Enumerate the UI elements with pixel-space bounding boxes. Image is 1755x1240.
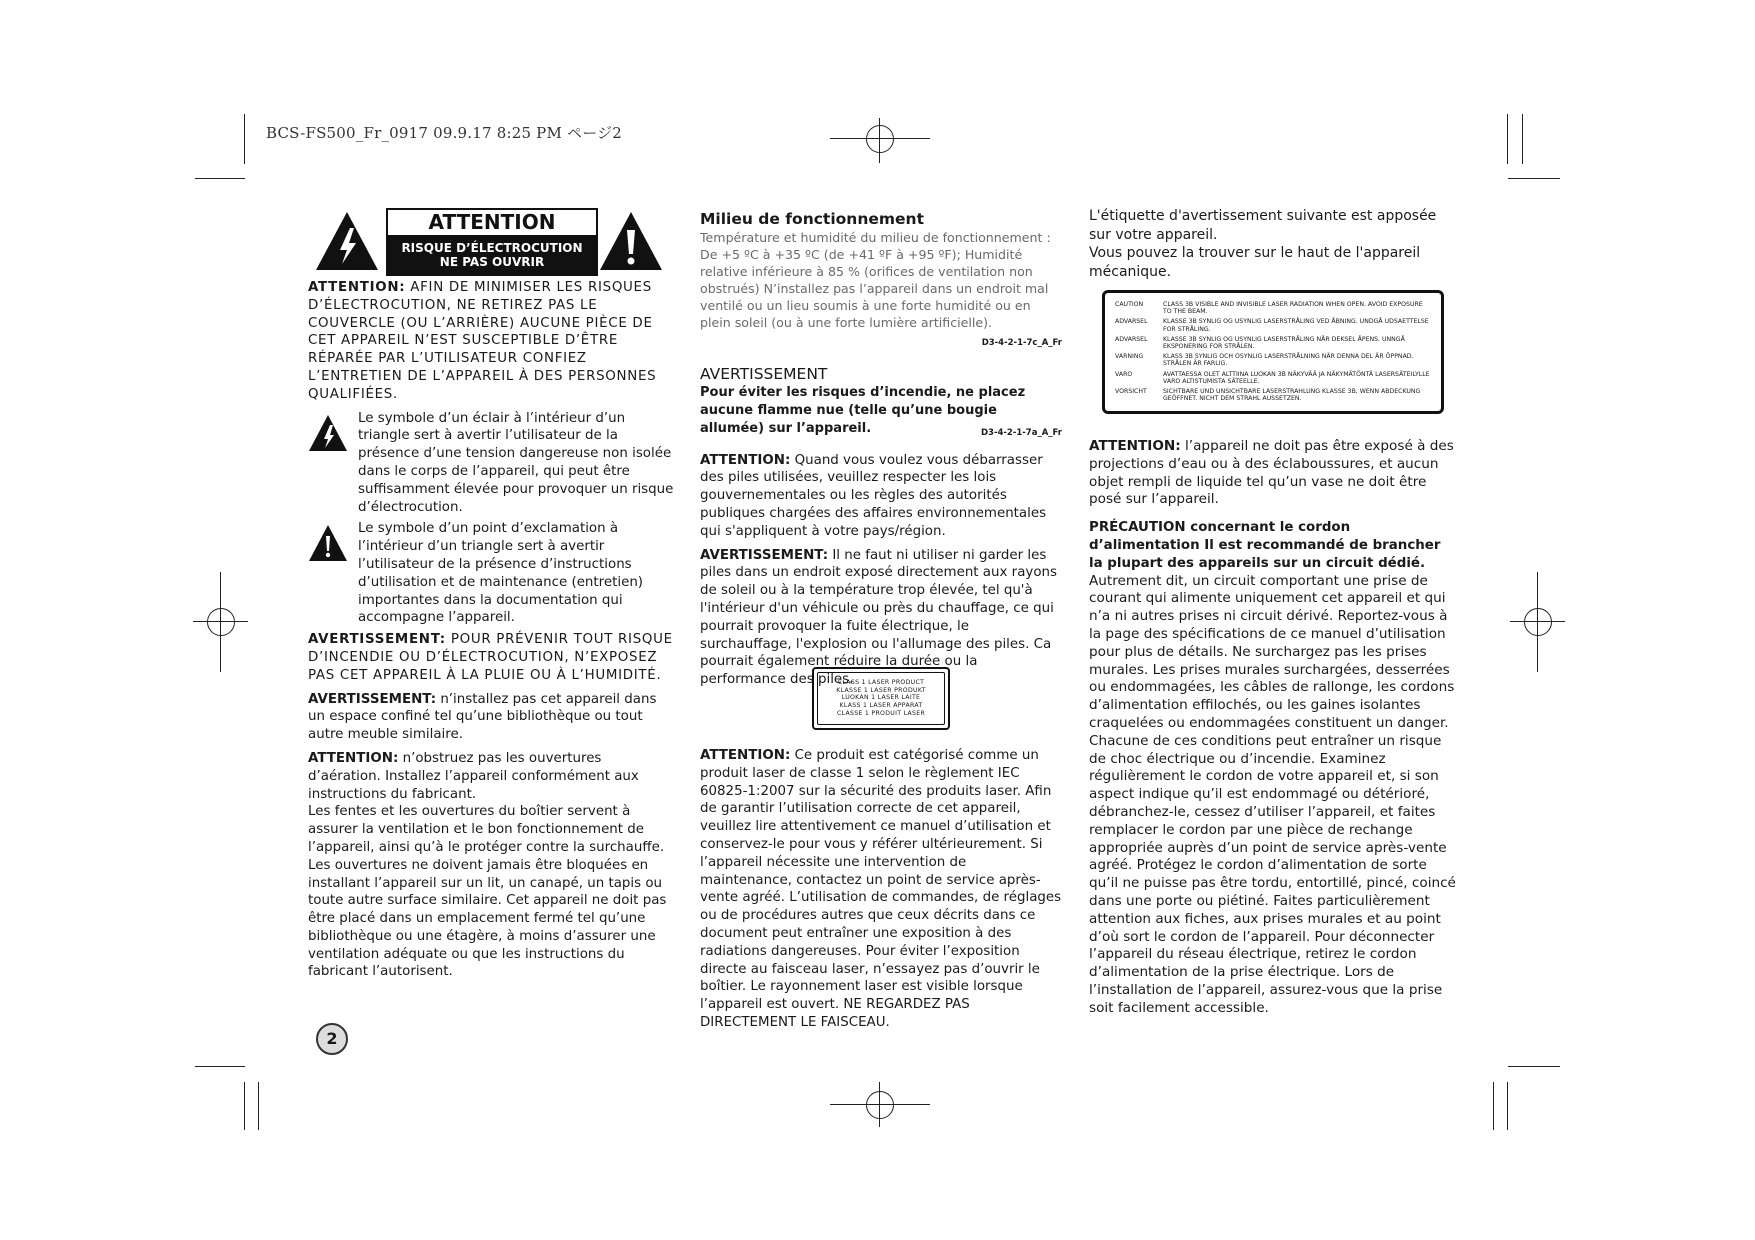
column-3-top: L'étiquette d'avertissement suivante est apposée sur votre appareil. Vous pouvez la trouver sur le haut de l'appareil mécanique. <box>1089 208 1437 280</box>
laser-label-text: CLASS 1 LASER PRODUCT KLASSE 1 LASER PRODUKT LUOKAN 1 LASER LAITE KLASS 1 LASER APPARAT CLASSE 1 PRODUIT LASER <box>836 679 926 717</box>
water-attention-paragraph: ATTENTION: l’appareil ne doit pas être exposé à des projections d’eau ou à des éclaboussures, et aucun objet rempli de liquide tel qu’un vase ne doit être posé sur l’appareil. <box>1089 438 1454 508</box>
exclamation-symbol-icon <box>308 524 348 562</box>
attention-paragraph: ATTENTION: AFIN DE MINIMISER LES RISQUES D’ÉLECTROCUTION, NE RETIREZ PAS LE COUVERCLE (OU L’ARRIÈRE) AUCUNE PIÈCE DE CET APPAREIL N’EST SUSCEPTIBLE D’ÊTRE RÉPARÉE PAR L’UTILISATEUR CONFIEZ L’ENTRETIEN DE L’APPAREIL À DES PERSONNES QUALIFIÉES. <box>308 280 657 402</box>
class3b-warning-label: CAUTION CLASS 3B VISIBLE AND INVISIBLE LASER RADIATION WHEN OPEN. AVOID EXPOSURE TO THE BEAM. ADVARSEL KLASSE 3B SYNLIG OG USYNLIG LASERSTRÅLING VED ÅBNING. UNDGÅ UDSAETTELSE FOR STRÅLING. ADVARSEL KLASSE 3B SYNLIG OG USYNLIG LASERSTRÅLING NÅR DEKSEL ÅPENS. UNNGÅ EKSPONERING FOR STRÅLEN. VARNING KLASS 3B SYNLIG OCH OSYNLIG LASERSTRÅLNING NÄR DENNA DEL ÄR ÖPPNAD. STRÅLEN ÄR FARLIG. VARO AVATTAESSA OLET ALTTIINA LUOKAN 3B NÄKYVÄÄ JA NÄKYMÄTÖNTÄ LASERSÄTEILYLLE VARO ALTISTUMISTA SÄTEELLE. VORSICHT SICHTBARE UND UNSICHTBARE LASERSTRAHLUNG KLASSE 3B, WENN ABDECKUNG GEÖFFNET. NICHT DEM STRAHL AUSSETZEN. <box>1102 290 1444 414</box>
openings-paragraph: Les fentes et les ouvertures du boîtier servent à assurer la ventilation et le bon fonctionnement de l’appareil, ainsi qu’à le protéger contre la surchauffe. Les ouvertures ne doivent jamais être bloquées en installant l’appareil sur un lit, un canapé, un tapis ou toute autre surface similaire. Cet appareil ne doit pas être placé dans un emplacement fermé tel qu’une bibliothèque ou une étagère, à moins d’assurer une ventilation adéquate ou que les instructions du fabricant l’autorisent. <box>308 804 667 980</box>
avertissement-text: Pour éviter les risques d’incendie, ne placez aucune flamme nue (telle qu’une bougie allumée) sur l’appareil. D3-4-2-1-7a_A_Fr <box>700 384 1062 438</box>
environment-text: Température et humidité du milieu de fonctionnement : De +5 ºC à +35 ºC (de +41 ºF à +95 ºF); Humidité relative inférieure à 85 % (orifices de ventilation non obstrués) N’installez pas l’appareil dans un endroit mal ventilé ou un lieu soumis à une forte humidité ou en plein soleil (ou à une forte lumière artificielle). D3-4-2-1-7c_A_Fr <box>700 229 1062 348</box>
lightning-explanation: Le symbole d’un éclair à l’intérieur d’un triangle sert à avertir l’utilisateur de la présence d’une tension dangereuse non isolée dans le corps de l’appareil, qui peut être suffisamment élevée pour provoquer un risque d’électrocution. <box>308 410 674 517</box>
column-1 <box>308 279 674 987</box>
exclamation-explanation: Le symbole d’un point d’exclamation à l’intérieur d’un triangle sert à avertir l’utilisateur de la présence d’instructions d’utilisation et de maintenance (entretien) importantes dans la documentation qui accompagne l’appareil. <box>308 520 674 627</box>
attention-title: ATTENTION <box>388 210 596 237</box>
environment-title: Milieu de fonctionnement <box>700 210 924 228</box>
battery-disposal-paragraph: ATTENTION: Quand vous voulez vous débarrasser des piles utilisées, veuillez respecter les lois gouvernementales ou les règles des autorités publiques chargées des affaires environnementales qui s'appliquent à votre pays/région. <box>700 452 1047 539</box>
class1-laser-label <box>812 667 950 730</box>
lightning-symbol-icon <box>308 414 348 452</box>
exclamation-warning-icon <box>598 210 664 272</box>
column-3 <box>1089 438 1457 1018</box>
installation-paragraph: AVERTISSEMENT: n’installez pas cet appareil dans un espace confiné tel qu’une bibliothèque ou tout autre meuble similaire. <box>308 691 657 743</box>
column-2 <box>700 211 1062 695</box>
attention-subtitle: RISQUE D’ÉLECTROCUTION NE PAS OUVRIR <box>388 237 596 274</box>
avertissement-title: AVERTISSEMENT <box>700 364 828 383</box>
page-number: 2 <box>316 1023 348 1055</box>
battery-storage-paragraph: AVERTISSEMENT: Il ne faut ni utiliser ni garder les piles dans un endroit exposé directement aux rayons de soleil ou à la température trop élevée, tel qu'à l'intérieur d'un véhicule ou près du chauffage, ce qui pourrait provoquer la fuite électrique, le surchauffage, l'explosion ou l'allumage des piles. Ca pourrait également réduire la durée ou la performance des piles. <box>700 547 1057 688</box>
attention-box <box>386 208 598 276</box>
ventilation-paragraph: ATTENTION: n’obstruez pas les ouvertures d’aération. Installez l’appareil conformément aux instructions du fabricant. <box>308 750 639 802</box>
print-slug: BCS-FS500_Fr_0917 09.9.17 8:25 PM ページ2 <box>266 124 623 142</box>
warning-paragraph: AVERTISSEMENT: POUR PRÉVENIR TOUT RISQUE D’INCENDIE OU D’ÉLECTROCUTION, N’EXPOSEZ PAS CET APPAREIL À LA PLUIE OU À L’HUMIDITÉ. <box>308 632 673 683</box>
power-cord-precaution-text: Autrement dit, un circuit comportant une prise de courant qui alimente uniquement cet appareil et qui n’a ni autres prises ni circuit dérivé. Reportez-vous à la page des spécifications de ce manuel d’utilisation pour plus de détails. Ne surchargez pas les prises murales. Les prises murales surchargées, desserrées ou endommagées, les câbles de rallonge, les cordons d’alimentation effilochés, ou les gaines isolantes craquelées ou endommagées constituent un danger. Chacune de ces conditions peut entraîner un risque de choc électrique ou d’incendie. Examinez régulièrement le cordon de votre appareil et, si son aspect indique qu’il est endommagé ou détérioré, débranchez-le, cessez d’utiliser l’appareil, et faites remplacer le cordon par une pièce de rechange appropriée auprès d’un point de service après-vente agréé. Protégez le cordon d’alimentation de sorte qu’il ne puisse pas être tordu, entortillé, pincé, coincé dans une porte ou piétiné. Faites particulièrement attention aux fiches, aux prises murales et au point d’où sort le cordon de l’appareil. Pour déconnecter l’appareil du réseau électrique, retirez le cordon d’alimentation de la prise électrique. Lors de l’installation de l’appareil, assurez-vous que la prise soit facilement accessible. <box>1089 572 1456 1016</box>
laser-product-paragraph: ATTENTION: Ce produit est catégorisé comme un produit laser de classe 1 selon le règlement IEC 60825-1:2007 sur la sécurité des produits laser. Afin de garantir l’utilisation correcte de cet appareil, veuillez lire attentivement ce manuel d’utilisation et conservez-le pour vous y référer ultérieurement. Si l’appareil nécessite une intervention de maintenance, contactez un point de service après-vente agréé. L’utilisation de commandes, de réglages ou de procédures autres que ceux décrits dans ce document peut entraîner une exposition à des radiations dangereuses. Pour éviter l’exposition directe au faisceau laser, n’essayez pas d’ouvrir le boîtier. Le rayonnement laser est visible lorsque l’appareil est ouvert. NE REGARDEZ PAS DIRECTEMENT LE FAISCEAU. <box>700 748 1062 1030</box>
column-2-lower <box>700 747 1062 1038</box>
power-cord-precaution-title: PRÉCAUTION concernant le cordon d’alimentation Il est recommandé de brancher la plupart des appareils sur un circuit dédié. <box>1089 520 1441 571</box>
lightning-warning-icon <box>314 210 380 272</box>
